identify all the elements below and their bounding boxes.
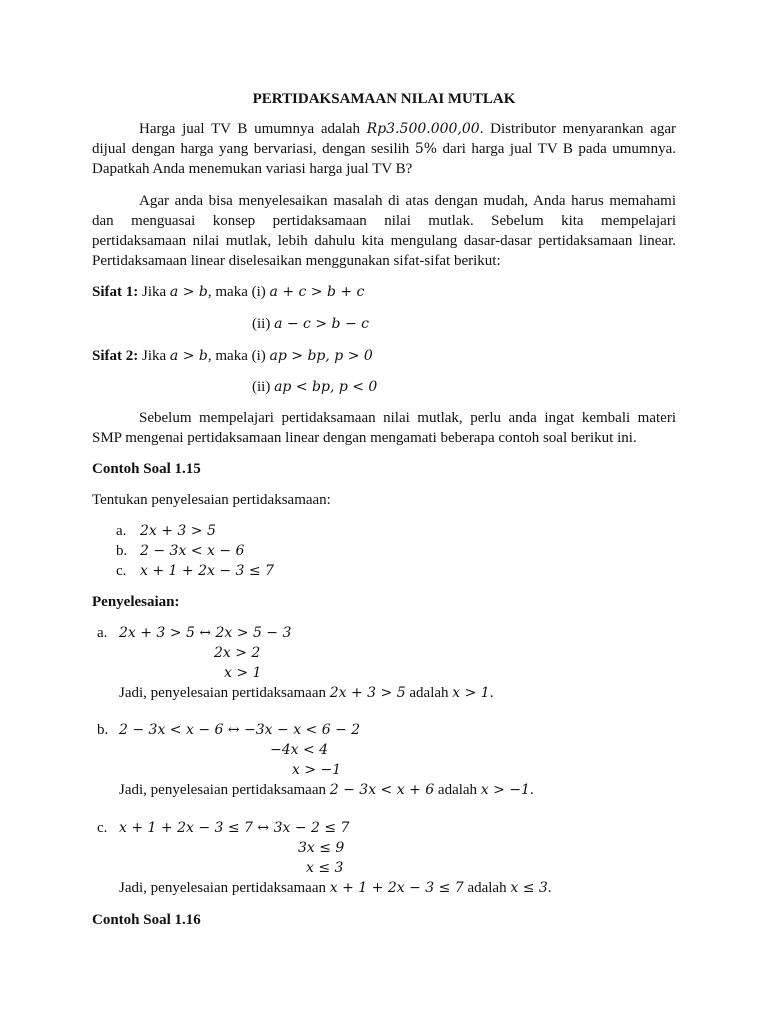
- solution-a-step-2: 2x > 2: [214, 645, 261, 661]
- page-title: PERTIDAKSAMAAN NILAI MUTLAK: [252, 91, 516, 107]
- para3-line-2: SMP mengenai pertidaksamaan linear dengan mengamati beberapa contoh soal berikut ini.: [92, 430, 637, 446]
- sifat2-line: Sifat 2: Jika a > b, maka (i) ap > bp, p > 0: [92, 348, 373, 364]
- para2-line-3: pertidaksamaan nilai mutlak, lebih dahulu kita mengulang dasar-dasar pertidaksamaan linear.: [92, 233, 676, 249]
- solution-b-label: b.: [97, 722, 109, 738]
- para3-line-1: Sebelum mempelajari pertidaksamaan nilai mutlak, perlu anda ingat kembali materi: [139, 410, 676, 426]
- solution-a-step-3: x > 1: [224, 665, 262, 681]
- intro-line-2: dijual dengan harga yang bervariasi, dengan sesilih 5% dari harga jual TV B pada umumnya.: [92, 141, 676, 157]
- solution-c-step-1: x + 1 + 2x − 3 ≤ 7 ↔ 3x − 2 ≤ 7: [119, 820, 350, 836]
- contoh-1-item-a: a. 2x + 3 > 5: [116, 523, 216, 539]
- solution-c-label: c.: [97, 820, 108, 836]
- sifat1-ii: (ii) a − c > b − c: [252, 316, 369, 332]
- solution-b-step-3: x > −1: [292, 762, 342, 778]
- sifat1-label: Sifat 1:: [92, 284, 139, 300]
- para2-line-4: Pertidaksamaan linear diselesaikan menggunakan sifat-sifat berikut:: [92, 253, 501, 269]
- contoh-1-item-c: c. x + 1 + 2x − 3 ≤ 7: [116, 563, 274, 579]
- para2-line-2: dan menguasai konsep pertidaksamaan nilai mutlak. Sebelum kita mempelajari: [92, 213, 676, 229]
- contoh-1-prompt: Tentukan penyelesaian pertidaksamaan:: [92, 492, 331, 508]
- solution-b-step-1: 2 − 3x < x − 6 ↔ −3x − x < 6 − 2: [119, 722, 361, 738]
- percent-value: 5%: [414, 141, 438, 157]
- sifat2-ii: (ii) ap < bp, p < 0: [252, 379, 378, 395]
- solution-a-label: a.: [97, 625, 108, 641]
- solution-a-step-1: 2x + 3 > 5 ↔ 2x > 5 − 3: [119, 625, 292, 641]
- para2-line-1: Agar anda bisa menyelesaikan masalah di atas dengan mudah, Anda harus memahami: [139, 193, 676, 209]
- solution-c-step-2: 3x ≤ 9: [298, 840, 345, 856]
- sifat2-label: Sifat 2:: [92, 348, 139, 364]
- contoh-1-item-b: b. 2 − 3x < x − 6: [116, 543, 245, 559]
- price-value: Rp3.500.000,00: [366, 121, 480, 137]
- solution-a-conclusion: Jadi, penyelesaian pertidaksamaan 2x + 3 > 5 adalah x > 1.: [119, 685, 494, 701]
- solution-b-step-2: −4x < 4: [270, 742, 329, 758]
- solution-c-conclusion: Jadi, penyelesaian pertidaksamaan x + 1 + 2x − 3 ≤ 7 adalah x ≤ 3.: [119, 880, 552, 896]
- solution-b-conclusion: Jadi, penyelesaian pertidaksamaan 2 − 3x < x + 6 adalah x > −1.: [119, 782, 534, 798]
- solution-c-step-3: x ≤ 3: [306, 860, 344, 876]
- sifat1-line: Sifat 1: Jika a > b, maka (i) a + c > b + c: [92, 284, 365, 300]
- solution-heading: Penyelesaian:: [92, 594, 180, 610]
- contoh-1-heading: Contoh Soal 1.15: [92, 461, 201, 477]
- intro-line-3: Dapatkah Anda menemukan variasi harga jual TV B?: [92, 161, 413, 177]
- contoh-2-heading: Contoh Soal 1.16: [92, 912, 201, 928]
- intro-line-1: Harga jual TV B umumnya adalah Rp3.500.000,00. Distributor menyarankan agar: [139, 121, 676, 137]
